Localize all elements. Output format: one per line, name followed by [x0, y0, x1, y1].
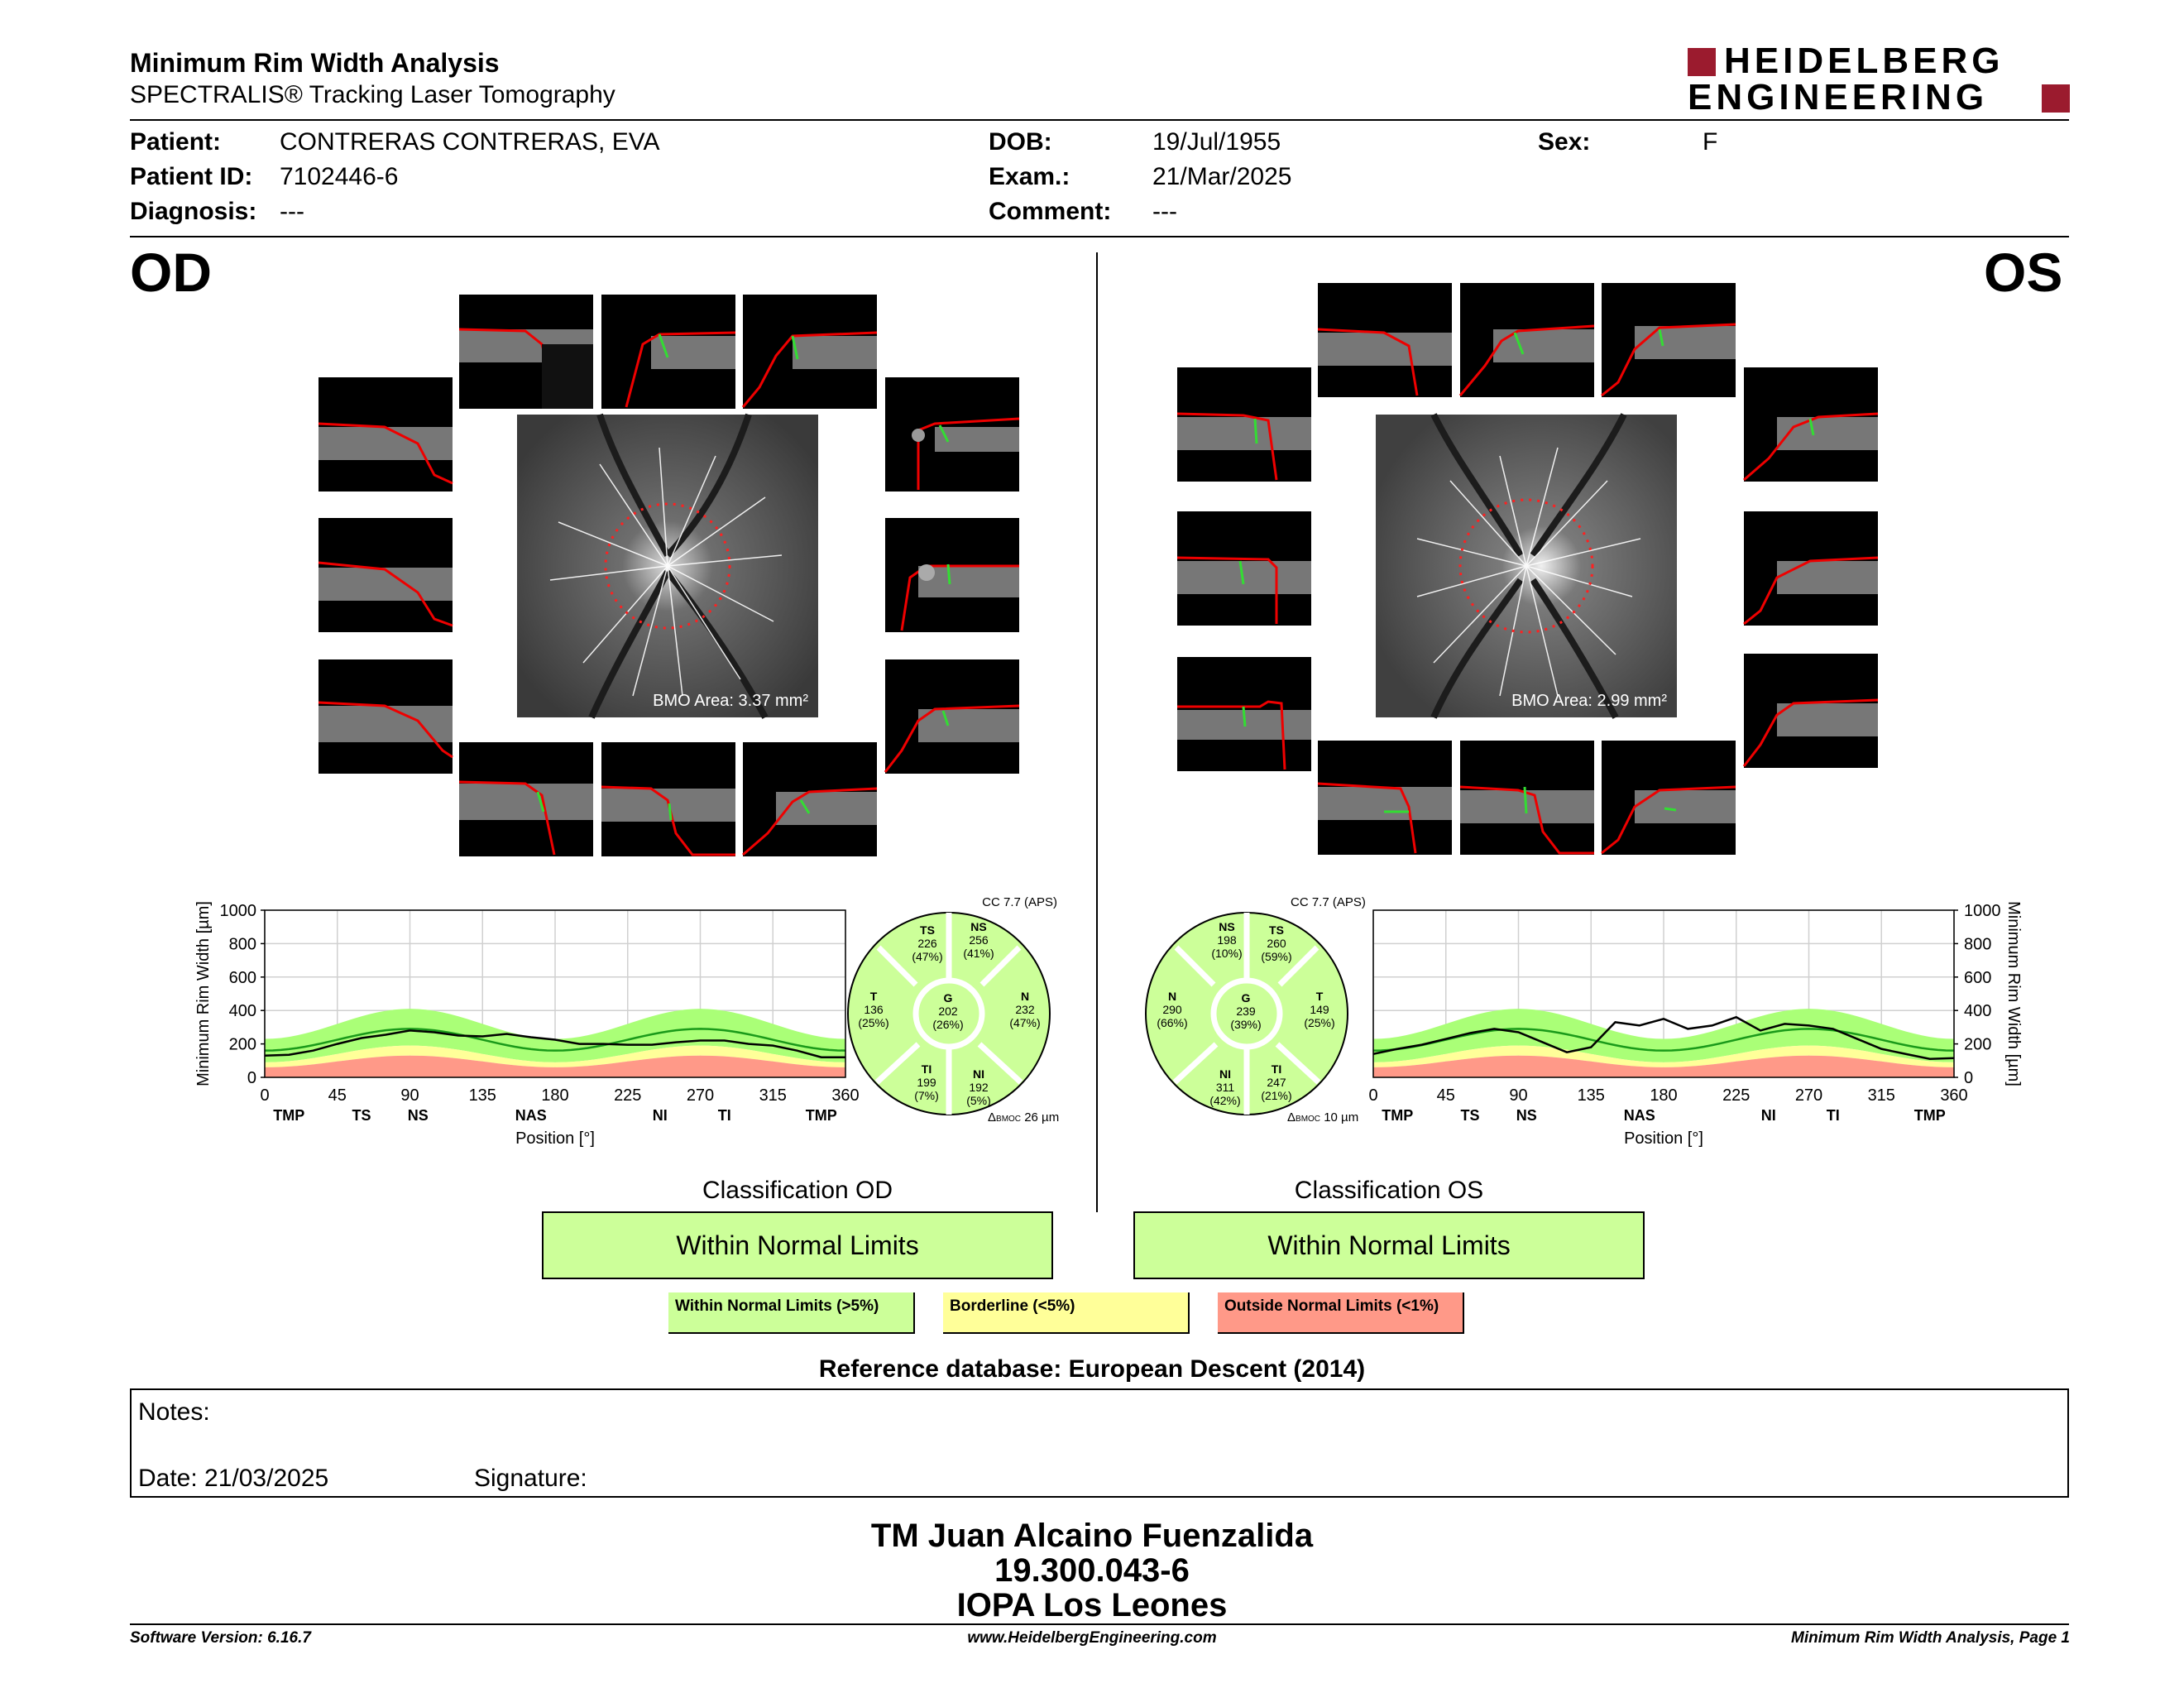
- oct-scan: [459, 742, 593, 856]
- oct-scan: [601, 742, 735, 856]
- oct-scan: [318, 518, 453, 632]
- y-tick-label: 800: [1964, 935, 1992, 954]
- x-tick-label: 360: [831, 1086, 860, 1105]
- report-title: Minimum Rim Width Analysis: [130, 48, 500, 78]
- sector-tick-label: NAS: [515, 1107, 547, 1124]
- od-fundus-image: [517, 415, 818, 717]
- oct-scan: [1177, 657, 1311, 771]
- oct-scan: [1318, 283, 1452, 397]
- legend-borderline: Borderline (<5%): [943, 1292, 1190, 1334]
- y-tick-label: 400: [1964, 1002, 1992, 1021]
- exam-date: 21/Mar/2025: [1152, 163, 1292, 190]
- oct-scan: [1177, 511, 1311, 626]
- od-classification-label: Classification OD: [702, 1177, 893, 1204]
- os-classification-box: Within Normal Limits: [1133, 1211, 1645, 1279]
- y-tick-label: 200: [1964, 1035, 1992, 1054]
- x-tick-label: 270: [686, 1086, 715, 1105]
- sector-tick-label: NS: [1516, 1107, 1537, 1124]
- page-label: Minimum Rim Width Analysis, Page 1: [1791, 1629, 2070, 1647]
- os-mrw-chart: [1365, 902, 2027, 1175]
- y-tick-label: 200: [228, 1035, 256, 1054]
- diagnosis: ---: [280, 198, 304, 225]
- x-tick-label: 180: [1650, 1086, 1678, 1105]
- eye-label-os: OS: [1984, 242, 2063, 303]
- os-classification-label: Classification OS: [1294, 1177, 1484, 1204]
- website-link[interactable]: www.HeidelbergEngineering.com: [967, 1629, 1217, 1647]
- oct-scan: [318, 377, 453, 492]
- y-tick-label: 0: [247, 1069, 256, 1087]
- sector-tick-label: TMP: [1913, 1107, 1946, 1124]
- od-bmo-area: BMO Area: 3.37 mm²: [653, 692, 808, 710]
- heidelberg-logo: HEIDELBERG ENGINEERING: [1688, 46, 2070, 116]
- x-tick-label: 315: [759, 1086, 787, 1105]
- oct-scan: [601, 295, 735, 409]
- y-tick-label: 400: [228, 1002, 256, 1021]
- legend-outside: Outside Normal Limits (<1%): [1218, 1292, 1464, 1334]
- x-tick-label: 0: [260, 1086, 270, 1105]
- x-tick-label: 180: [541, 1086, 569, 1105]
- sector-tick-label: NAS: [1623, 1107, 1655, 1124]
- y-tick-label: 800: [228, 935, 256, 954]
- x-axis-label: Position [°]: [515, 1129, 595, 1148]
- y-tick-label: 600: [1964, 968, 1992, 987]
- os-fundus-image: [1376, 415, 1677, 717]
- report-subtitle: SPECTRALIS® Tracking Laser Tomography: [130, 81, 615, 108]
- os-bmoc: ΔBMOC 10 µm: [1287, 1110, 1359, 1125]
- oct-scan: [743, 295, 877, 409]
- sector-tick-label: TI: [1826, 1107, 1840, 1124]
- os-cc-label: CC 7.7 (APS): [1291, 895, 1366, 909]
- os-bmo-area: BMO Area: 2.99 mm²: [1511, 692, 1667, 710]
- oct-scan: [885, 659, 1019, 774]
- x-tick-label: 90: [1509, 1086, 1528, 1105]
- center-divider: [1096, 252, 1098, 1212]
- sector-tick-label: TMP: [805, 1107, 837, 1124]
- oct-scan: [1318, 741, 1452, 855]
- oct-scan: [1602, 741, 1736, 855]
- x-tick-label: 225: [614, 1086, 642, 1105]
- oct-scan: [1460, 283, 1594, 397]
- oct-scan: [459, 295, 593, 409]
- oct-scan: [743, 742, 877, 856]
- sector-tick-label: NS: [407, 1107, 429, 1124]
- sector-tick-label: TS: [1460, 1107, 1480, 1124]
- sex: F: [1703, 128, 1718, 156]
- x-tick-label: 90: [400, 1086, 419, 1105]
- legend-normal: Within Normal Limits (>5%): [668, 1292, 915, 1334]
- x-tick-label: 45: [328, 1086, 347, 1105]
- x-tick-label: 135: [1577, 1086, 1605, 1105]
- od-mrw-chart: [190, 901, 860, 1175]
- x-tick-label: 270: [1794, 1086, 1823, 1105]
- od-bmoc: ΔBMOC 26 µm: [988, 1110, 1060, 1125]
- y-tick-label: 1000: [219, 902, 256, 920]
- oct-scan: [1744, 367, 1878, 482]
- x-tick-label: 360: [1940, 1086, 1968, 1105]
- y-axis-label: Minimum Rim Width [µm]: [194, 901, 213, 1086]
- sector-tick-label: TS: [352, 1107, 371, 1124]
- oct-scan: [318, 659, 453, 774]
- oct-scan: [1602, 283, 1736, 397]
- patient-name: CONTRERAS CONTRERAS, EVA: [280, 128, 660, 156]
- oct-scan: [1744, 654, 1878, 768]
- x-tick-label: 135: [468, 1086, 496, 1105]
- signer-institution: IOPA Los Leones: [956, 1587, 1228, 1623]
- oct-scan: [1460, 741, 1594, 855]
- notes-box: Notes: Date: 21/03/2025 Signature:: [130, 1388, 2069, 1498]
- x-tick-label: 0: [1368, 1086, 1378, 1105]
- notes-date: Date: 21/03/2025: [138, 1465, 329, 1492]
- sector-tick-label: TI: [717, 1107, 731, 1124]
- y-tick-label: 600: [228, 968, 256, 987]
- signature-label: Signature:: [474, 1465, 587, 1492]
- od-classification-box: Within Normal Limits: [542, 1211, 1053, 1279]
- oct-scan: [1177, 367, 1311, 482]
- signer-id: 19.300.043-6: [994, 1552, 1190, 1589]
- patient-id: 7102446-6: [280, 163, 399, 190]
- oct-scan: [885, 377, 1019, 492]
- sector-tick-label: TMP: [1382, 1107, 1414, 1124]
- y-tick-label: 1000: [1964, 902, 2001, 920]
- sector-tick-label: NI: [1760, 1107, 1776, 1124]
- x-tick-label: 45: [1436, 1086, 1455, 1105]
- oct-scan: [885, 518, 1019, 632]
- x-tick-label: 315: [1867, 1086, 1895, 1105]
- comment: ---: [1152, 198, 1177, 225]
- reference-database: Reference database: European Descent (2014): [818, 1355, 1366, 1383]
- x-axis-label: Position [°]: [1624, 1129, 1703, 1148]
- y-tick-label: 0: [1964, 1069, 1974, 1087]
- oct-scan: [1744, 511, 1878, 626]
- od-sector-diagram: CC 7.7 (APS) TS 226 (47%) NS 256 (41%) T 136 (25%) G 202 (26%) N 232 (47%) TI 199 (7%) NI 192 (5%) ΔBMOC 26 µm: [836, 895, 1075, 1127]
- software-version: Software Version: 6.16.7: [130, 1629, 311, 1647]
- dob: 19/Jul/1955: [1152, 128, 1281, 156]
- sector-tick-label: TMP: [273, 1107, 305, 1124]
- y-axis-label: Minimum Rim Width [µm]: [2004, 901, 2023, 1086]
- od-cc-label: CC 7.7 (APS): [982, 895, 1057, 909]
- sector-tick-label: NI: [652, 1107, 668, 1124]
- eye-label-od: OD: [130, 242, 212, 303]
- os-sector-diagram: CC 7.7 (APS) NS 198 (10%) TS 260 (59%) N 290 (66%) G 239 (39%) T 149 (25%) NI 311 (42%) TI 247 (21%) ΔBMOC 10 µm: [1135, 895, 1375, 1127]
- x-tick-label: 225: [1722, 1086, 1751, 1105]
- signer-name: TM Juan Alcaino Fuenzalida: [870, 1518, 1314, 1554]
